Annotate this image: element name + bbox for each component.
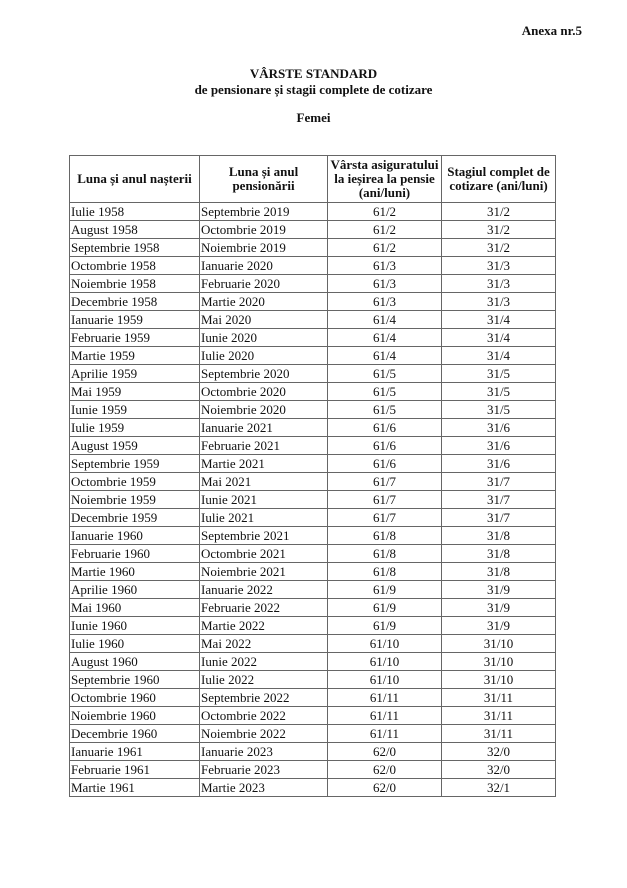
birth-month-cell: Noiembrie 1959: [70, 491, 200, 509]
retirement-month-cell: Mai 2020: [200, 311, 328, 329]
birth-month-cell: Decembrie 1959: [70, 509, 200, 527]
retirement-month-cell: Octombrie 2020: [200, 383, 328, 401]
retirement-age-cell: 61/11: [328, 725, 442, 743]
contribution-period-cell: 31/3: [442, 275, 556, 293]
header-retirement-month: Luna și anul pensionării: [200, 156, 328, 203]
contribution-period-cell: 31/6: [442, 437, 556, 455]
retirement-month-cell: Septembrie 2019: [200, 203, 328, 221]
table-row: [70, 761, 556, 779]
header-contribution-period: Stagiul complet de cotizare (ani/luni): [442, 156, 556, 203]
annex-label: Anexa nr.5: [521, 23, 582, 38]
birth-month-cell: Noiembrie 1958: [70, 275, 200, 293]
contribution-period-cell: 31/11: [442, 725, 556, 743]
contribution-period-cell: 31/8: [442, 545, 556, 563]
table-row: [70, 329, 556, 347]
retirement-age-cell: 61/6: [328, 419, 442, 437]
contribution-period-cell: 31/4: [442, 347, 556, 365]
retirement-age-cell: 61/3: [328, 293, 442, 311]
contribution-period-cell: 31/11: [442, 689, 556, 707]
birth-month-cell: Noiembrie 1960: [70, 707, 200, 725]
birth-month-cell: Martie 1959: [70, 347, 200, 365]
table-row: [70, 437, 556, 455]
retirement-month-cell: Octombrie 2019: [200, 221, 328, 239]
contribution-period-cell: 31/2: [442, 203, 556, 221]
retirement-age-cell: 61/2: [328, 221, 442, 239]
table-row: [70, 419, 556, 437]
contribution-period-cell: 31/10: [442, 653, 556, 671]
birth-month-cell: Mai 1960: [70, 599, 200, 617]
table-row: [70, 491, 556, 509]
retirement-month-cell: Mai 2021: [200, 473, 328, 491]
table-row: [70, 563, 556, 581]
birth-month-cell: Decembrie 1960: [70, 725, 200, 743]
table-row: [70, 401, 556, 419]
retirement-age-cell: 61/10: [328, 635, 442, 653]
table-header-row: [70, 156, 556, 203]
contribution-period-cell: 32/0: [442, 743, 556, 761]
birth-month-cell: Octombrie 1958: [70, 257, 200, 275]
contribution-period-cell: 31/3: [442, 293, 556, 311]
birth-month-cell: Iunie 1959: [70, 401, 200, 419]
retirement-month-cell: Septembrie 2022: [200, 689, 328, 707]
birth-month-cell: Ianuarie 1959: [70, 311, 200, 329]
retirement-age-cell: 61/10: [328, 653, 442, 671]
table-row: [70, 293, 556, 311]
contribution-period-cell: 31/4: [442, 311, 556, 329]
contribution-period-cell: 31/5: [442, 401, 556, 419]
retirement-month-cell: Noiembrie 2019: [200, 239, 328, 257]
retirement-age-cell: 61/8: [328, 527, 442, 545]
contribution-period-cell: 31/9: [442, 617, 556, 635]
birth-month-cell: Septembrie 1959: [70, 455, 200, 473]
table-row: [70, 239, 556, 257]
birth-month-cell: Iulie 1960: [70, 635, 200, 653]
table-row: [70, 779, 556, 797]
table-row: [70, 743, 556, 761]
birth-month-cell: Martie 1960: [70, 563, 200, 581]
contribution-period-cell: 31/7: [442, 509, 556, 527]
birth-month-cell: Februarie 1961: [70, 761, 200, 779]
retirement-age-cell: 61/10: [328, 671, 442, 689]
retirement-age-cell: 61/6: [328, 455, 442, 473]
contribution-period-cell: 32/0: [442, 761, 556, 779]
contribution-period-cell: 31/8: [442, 527, 556, 545]
table-row: [70, 509, 556, 527]
contribution-period-cell: 31/6: [442, 419, 556, 437]
retirement-month-cell: Ianuarie 2021: [200, 419, 328, 437]
table-row: [70, 455, 556, 473]
retirement-age-cell: 61/2: [328, 203, 442, 221]
birth-month-cell: August 1960: [70, 653, 200, 671]
retirement-month-cell: Septembrie 2020: [200, 365, 328, 383]
retirement-month-cell: Ianuarie 2023: [200, 743, 328, 761]
table-row: [70, 383, 556, 401]
birth-month-cell: Aprilie 1959: [70, 365, 200, 383]
contribution-period-cell: 31/11: [442, 707, 556, 725]
birth-month-cell: Octombrie 1960: [70, 689, 200, 707]
retirement-month-cell: Mai 2022: [200, 635, 328, 653]
table-row: [70, 725, 556, 743]
retirement-month-cell: Octombrie 2022: [200, 707, 328, 725]
retirement-age-cell: 61/7: [328, 473, 442, 491]
retirement-month-cell: Iunie 2022: [200, 653, 328, 671]
contribution-period-cell: 32/1: [442, 779, 556, 797]
table-body: [70, 203, 556, 797]
table-row: [70, 347, 556, 365]
birth-month-cell: August 1958: [70, 221, 200, 239]
table-row: [70, 599, 556, 617]
retirement-month-cell: Iunie 2021: [200, 491, 328, 509]
retirement-month-cell: Noiembrie 2020: [200, 401, 328, 419]
retirement-month-cell: Iunie 2020: [200, 329, 328, 347]
birth-month-cell: Februarie 1960: [70, 545, 200, 563]
retirement-age-cell: 61/4: [328, 311, 442, 329]
retirement-age-cell: 62/0: [328, 743, 442, 761]
contribution-period-cell: 31/5: [442, 383, 556, 401]
retirement-month-cell: Ianuarie 2022: [200, 581, 328, 599]
retirement-age-cell: 61/6: [328, 437, 442, 455]
table-row: [70, 671, 556, 689]
retirement-age-cell: 61/5: [328, 401, 442, 419]
retirement-month-cell: Martie 2021: [200, 455, 328, 473]
contribution-period-cell: 31/7: [442, 473, 556, 491]
birth-month-cell: Aprilie 1960: [70, 581, 200, 599]
birth-month-cell: Octombrie 1959: [70, 473, 200, 491]
retirement-age-cell: 61/9: [328, 617, 442, 635]
contribution-period-cell: 31/9: [442, 599, 556, 617]
table-row: [70, 545, 556, 563]
section-title: Femei: [296, 110, 331, 125]
retirement-month-cell: Septembrie 2021: [200, 527, 328, 545]
contribution-period-cell: 31/7: [442, 491, 556, 509]
retirement-age-cell: 62/0: [328, 761, 442, 779]
contribution-period-cell: 31/3: [442, 257, 556, 275]
retirement-month-cell: Martie 2020: [200, 293, 328, 311]
retirement-age-cell: 61/8: [328, 563, 442, 581]
birth-month-cell: Septembrie 1960: [70, 671, 200, 689]
birth-month-cell: Iunie 1960: [70, 617, 200, 635]
table-row: [70, 275, 556, 293]
contribution-period-cell: 31/9: [442, 581, 556, 599]
table-row: [70, 689, 556, 707]
document-subtitle: de pensionare și stagii complete de cotizare: [194, 82, 433, 97]
retirement-age-cell: 61/3: [328, 257, 442, 275]
contribution-period-cell: 31/6: [442, 455, 556, 473]
retirement-age-cell: 61/9: [328, 599, 442, 617]
birth-month-cell: Septembrie 1958: [70, 239, 200, 257]
retirement-age-cell: 61/9: [328, 581, 442, 599]
retirement-table: [69, 155, 556, 797]
retirement-month-cell: Noiembrie 2022: [200, 725, 328, 743]
retirement-age-cell: 61/11: [328, 707, 442, 725]
table-row: [70, 221, 556, 239]
retirement-age-cell: 62/0: [328, 779, 442, 797]
contribution-period-cell: 31/8: [442, 563, 556, 581]
birth-month-cell: Martie 1961: [70, 779, 200, 797]
birth-month-cell: Ianuarie 1961: [70, 743, 200, 761]
header-retirement-age: Vârsta asiguratului la ieșirea la pensie (ani/luni): [328, 156, 442, 203]
table-row: [70, 707, 556, 725]
table-row: [70, 635, 556, 653]
birth-month-cell: Decembrie 1958: [70, 293, 200, 311]
retirement-month-cell: Februarie 2022: [200, 599, 328, 617]
contribution-period-cell: 31/5: [442, 365, 556, 383]
retirement-month-cell: Iulie 2020: [200, 347, 328, 365]
retirement-month-cell: Iulie 2021: [200, 509, 328, 527]
retirement-month-cell: Octombrie 2021: [200, 545, 328, 563]
retirement-age-cell: 61/7: [328, 509, 442, 527]
birth-month-cell: Mai 1959: [70, 383, 200, 401]
birth-month-cell: Februarie 1959: [70, 329, 200, 347]
retirement-month-cell: Februarie 2021: [200, 437, 328, 455]
retirement-month-cell: Noiembrie 2021: [200, 563, 328, 581]
retirement-age-cell: 61/7: [328, 491, 442, 509]
document-title: VÂRSTE STANDARD: [249, 66, 378, 81]
table-row: [70, 581, 556, 599]
contribution-period-cell: 31/2: [442, 221, 556, 239]
retirement-age-cell: 61/11: [328, 689, 442, 707]
birth-month-cell: Iulie 1958: [70, 203, 200, 221]
retirement-month-cell: Ianuarie 2020: [200, 257, 328, 275]
table-row: [70, 473, 556, 491]
retirement-month-cell: Februarie 2023: [200, 761, 328, 779]
birth-month-cell: Ianuarie 1960: [70, 527, 200, 545]
retirement-age-cell: 61/4: [328, 329, 442, 347]
contribution-period-cell: 31/10: [442, 635, 556, 653]
contribution-period-cell: 31/10: [442, 671, 556, 689]
header-birth-month: Luna și anul nașterii: [70, 156, 200, 203]
retirement-month-cell: Martie 2023: [200, 779, 328, 797]
retirement-age-cell: 61/5: [328, 365, 442, 383]
retirement-month-cell: Martie 2022: [200, 617, 328, 635]
birth-month-cell: August 1959: [70, 437, 200, 455]
table-row: [70, 203, 556, 221]
table-row: [70, 365, 556, 383]
table-row: [70, 653, 556, 671]
retirement-age-cell: 61/2: [328, 239, 442, 257]
retirement-age-cell: 61/8: [328, 545, 442, 563]
table-row: [70, 311, 556, 329]
contribution-period-cell: 31/2: [442, 239, 556, 257]
retirement-age-cell: 61/5: [328, 383, 442, 401]
retirement-month-cell: Februarie 2020: [200, 275, 328, 293]
birth-month-cell: Iulie 1959: [70, 419, 200, 437]
retirement-age-cell: 61/3: [328, 275, 442, 293]
retirement-age-cell: 61/4: [328, 347, 442, 365]
table-row: [70, 257, 556, 275]
retirement-month-cell: Iulie 2022: [200, 671, 328, 689]
table-row: [70, 617, 556, 635]
table-row: [70, 527, 556, 545]
contribution-period-cell: 31/4: [442, 329, 556, 347]
